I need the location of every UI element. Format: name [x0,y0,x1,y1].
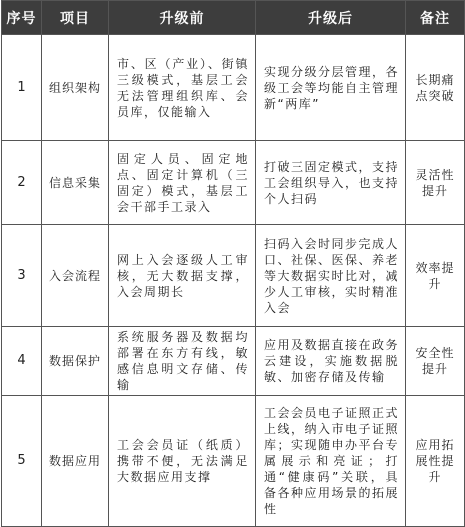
table-header-row [2,1,465,35]
row-before: 系统服务器及数据均部署在东方有线，敏感信息明文存储、传输 [109,327,256,396]
table-row [2,141,465,225]
row-after: 实现分级分层管理，各级工会等均能自主管理新“两库” [256,35,406,141]
row-after: 应用及数据直接在政务云建设，实施数据脱敏、加密存储及传输 [256,327,406,396]
row-item: 数据保护 [42,327,109,396]
row-item: 数据应用 [42,396,109,527]
table-row [2,225,465,327]
row-after: 打破三固定模式，支持工会组织导入，也支持个人扫码 [256,141,406,225]
row-item: 组织架构 [42,35,109,141]
row-note: 安全性提升 [406,327,465,396]
table-row [2,327,465,396]
row-before: 市、区（产业）、街镇三级模式，基层工会无法管理组织库、会员库，仅能输入 [109,35,256,141]
header-before: 升级前 [109,1,256,35]
table-row [2,396,465,527]
row-after: 扫码入会时同步完成人口、社保、医保、养老等大数据实时比对，减少人工审核，实时精准入会 [256,225,406,327]
row-note: 长期痛点突破 [406,35,465,141]
row-note: 效率提升 [406,225,465,327]
row-before: 工会会员证（纸质）携带不便，无法满足大数据应用支撑 [109,396,256,527]
row-note: 灵活性提升 [406,141,465,225]
row-number: 3 [2,225,42,327]
row-number: 1 [2,35,42,141]
header-item: 项目 [42,1,109,35]
row-item: 入会流程 [42,225,109,327]
row-before: 固定人员、固定地点、固定计算机（三固定）模式，基层工会干部手工录入 [109,141,256,225]
upgrade-comparison-table [1,0,465,527]
header-note: 备注 [406,1,465,35]
row-number: 4 [2,327,42,396]
row-before: 网上入会逐级人工审核，无大数据支撑，入会周期长 [109,225,256,327]
table-row [2,35,465,141]
row-number: 2 [2,141,42,225]
row-number: 5 [2,396,42,527]
row-note: 应用拓展性提升 [406,396,465,527]
row-after: 工会会员电子证照正式上线，纳入市电子证照库；实现随申办平台专属展示和亮证；打通“健康码”关联，具备各种应用场景的拓展性 [256,396,406,527]
header-no: 序号 [2,1,42,35]
header-after: 升级后 [256,1,406,35]
row-item: 信息采集 [42,141,109,225]
